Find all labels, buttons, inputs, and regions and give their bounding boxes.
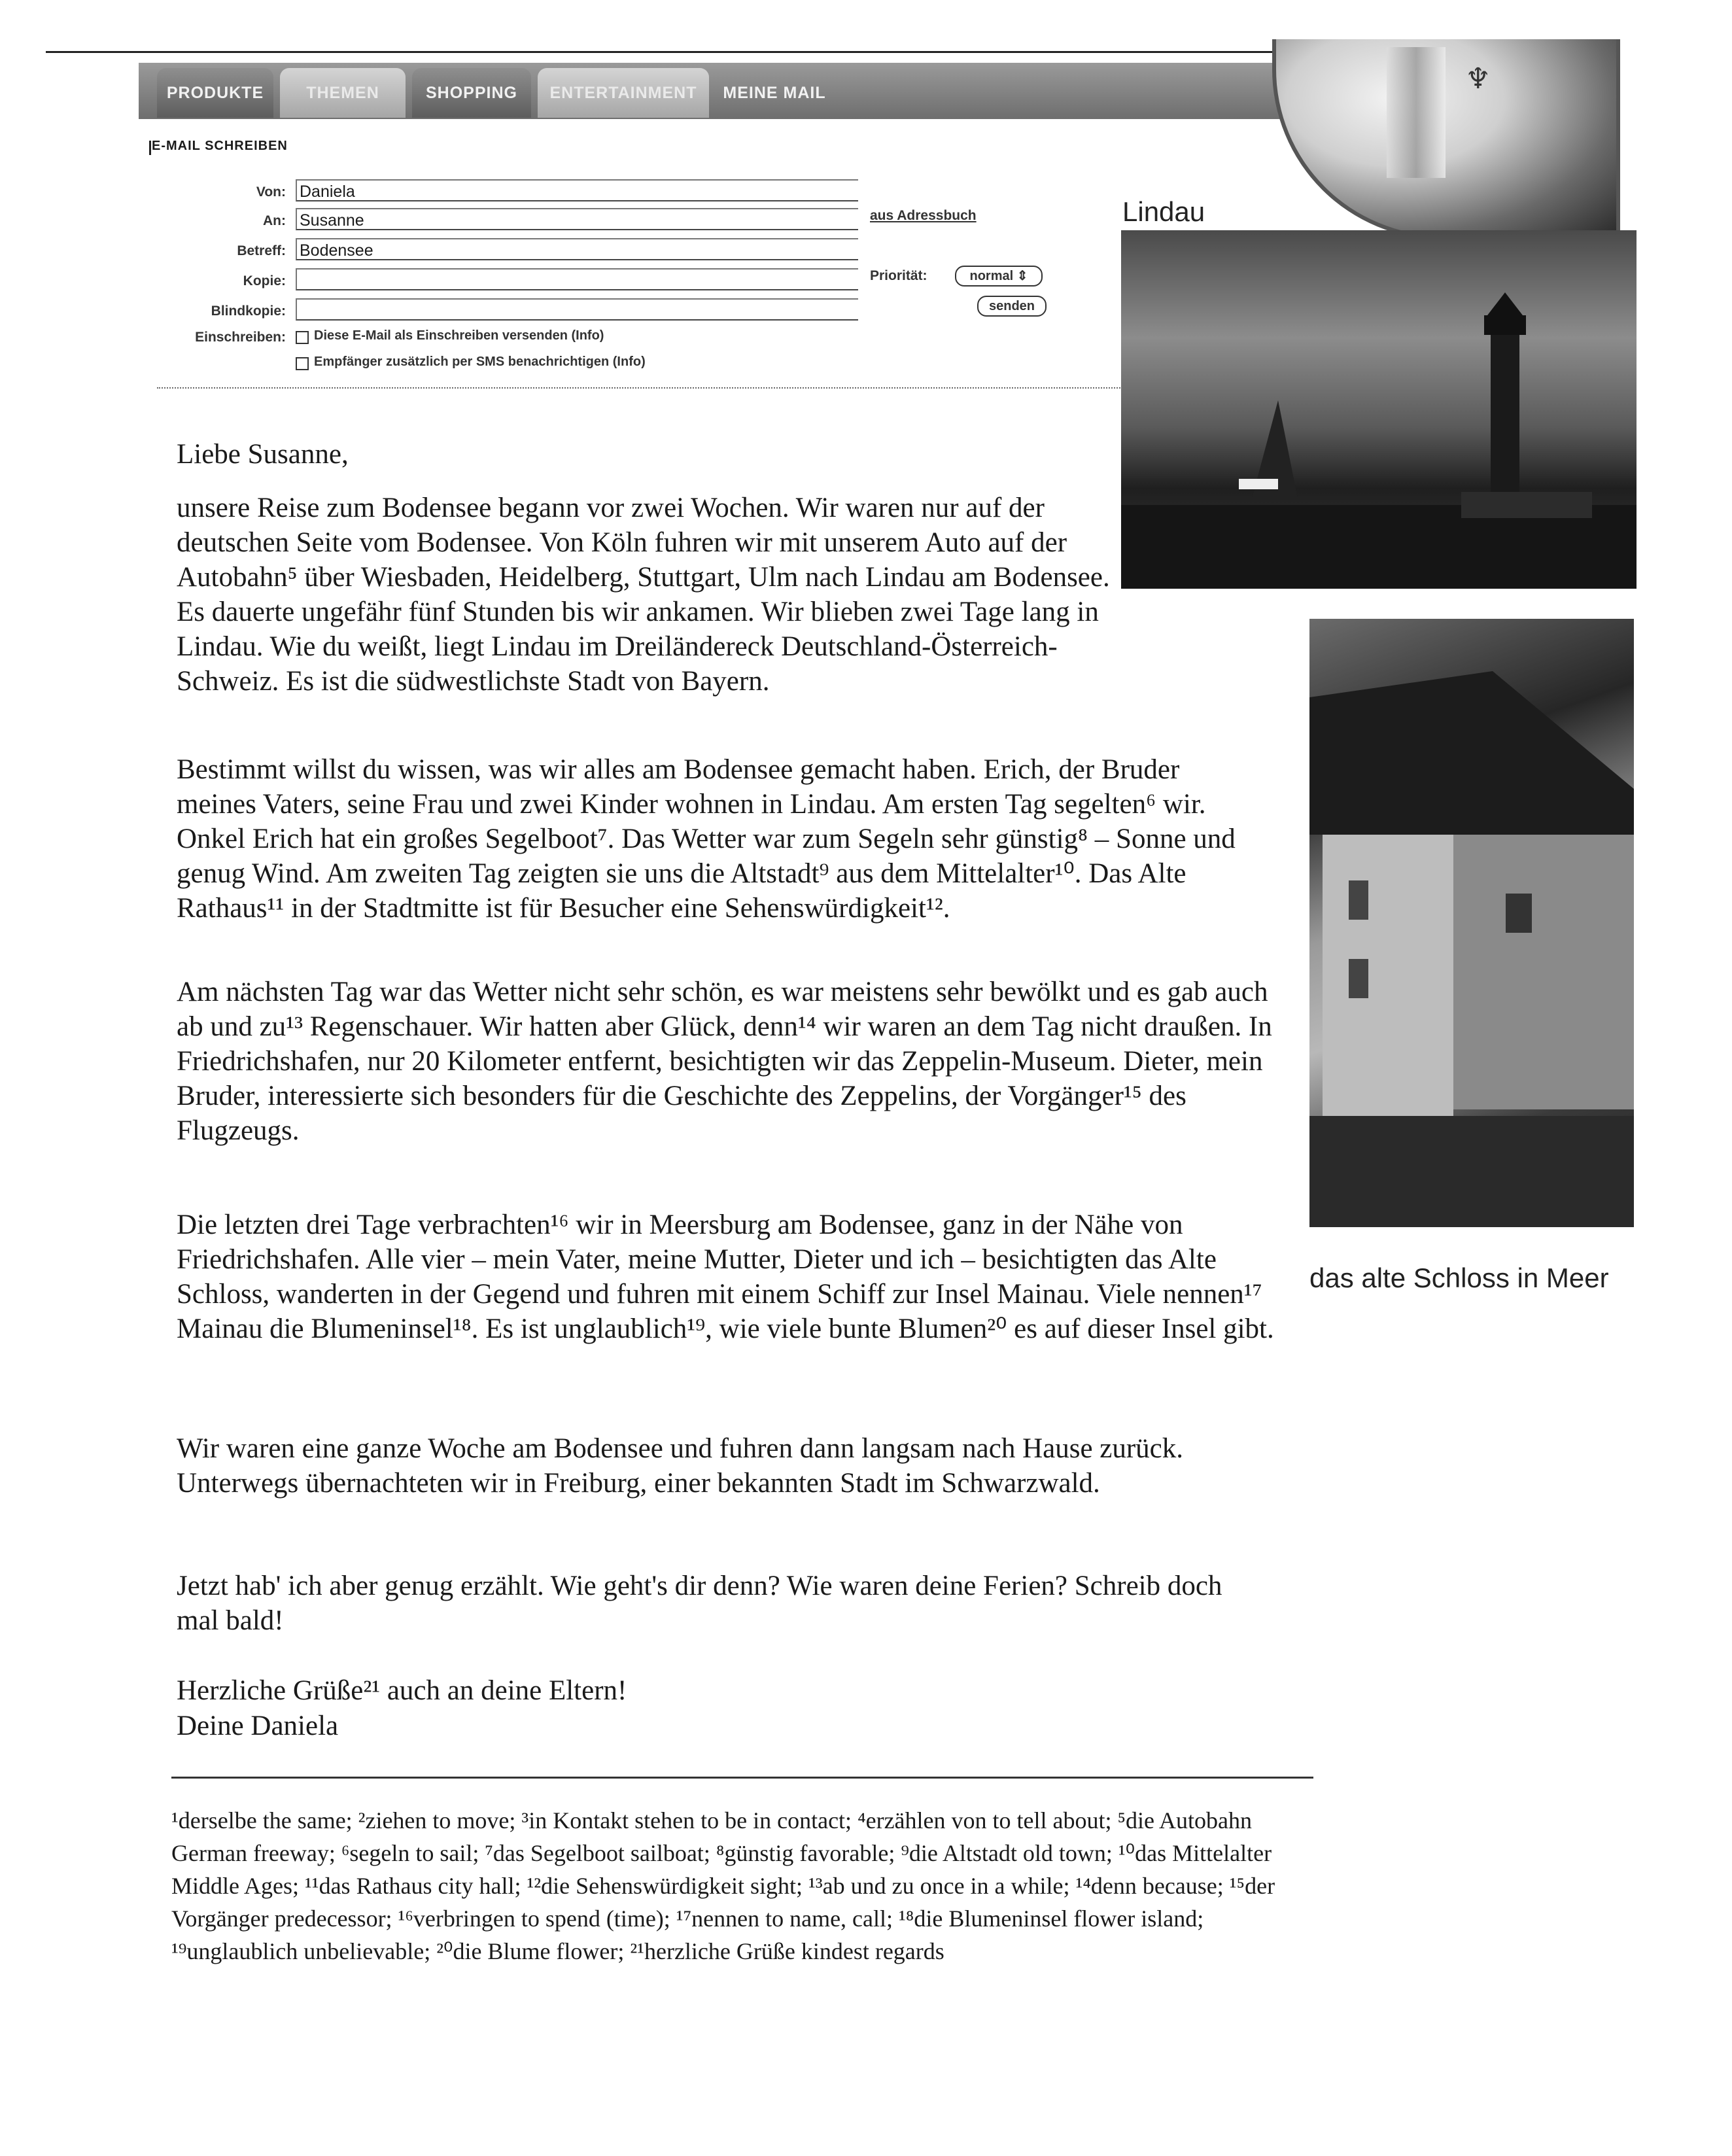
section-title: E-MAIL SCHREIBEN [152, 139, 288, 153]
blindkopie-label: Blindkopie: [211, 304, 286, 319]
photo2-caption: das alte Schloss in Meer [1309, 1262, 1609, 1293]
portrait-hair [1387, 47, 1446, 178]
einschreiben-option-label: Diese E-Mail als Einschreiben versenden (Info) [314, 328, 604, 343]
einschreiben-checkbox[interactable] [296, 331, 309, 344]
letter-paragraph-3: Am nächsten Tag war das Wetter nicht sehr schön, es war meistens sehr bewölkt und es gab auch ab und zu¹³ Regenschauer. Wir hatten aber Glück, denn¹⁴ wir waren an dem Tag nicht draußen. In Friedrichshafen, nur 20 Kilometer entfernt, besichtigten wir das Zeppelin-Museum. Dieter, mein Bruder, interessierte sich besonders für die Geschichte des Zeppelins, der Vorgänger¹⁵ des Flugzeugs. [177, 977, 1272, 1146]
section-marker [149, 141, 151, 155]
form-separator [157, 387, 1125, 389]
von-field[interactable]: Daniela [296, 179, 858, 201]
tab-themen[interactable]: THEMEN [280, 68, 406, 118]
kopie-label: Kopie: [243, 273, 286, 288]
lindau-harbor-photo [1121, 230, 1637, 589]
letter-closing: Herzliche Grüße²¹ auch an deine Eltern! [177, 1675, 627, 1706]
photo1-caption: Lindau [1122, 196, 1205, 227]
footnote-rule [171, 1777, 1313, 1779]
letter-paragraph-6: Jetzt hab' ich aber genug erzählt. Wie geht's dir denn? Wie waren deine Ferien? Schreib doch mal bald! [177, 1571, 1222, 1636]
betreff-field[interactable]: Bodensee [296, 238, 858, 260]
prioritaet-label: Priorität: [870, 268, 927, 283]
betreff-label: Betreff: [237, 243, 286, 258]
prioritaet-select[interactable] [955, 266, 1043, 287]
tab-produkte[interactable]: PRODUKTE [157, 68, 273, 118]
letter-paragraph-2: Bestimmt willst du wissen, was wir alles am Bodensee gemacht haben. Erich, der Bruder meines Vaters, seine Frau und zwei Kinder wohnen in Lindau. Am ersten Tag segelten⁶ wir. Onkel Erich hat ein großes Segelboot⁷. Das Wetter war zum Segeln sehr günstig⁸ – Sonne und genug Wind. Am zweiten Tag zeigten sie uns die Altstadt⁹ aus dem Mittelalter¹⁰. Das Alte Rathaus¹¹ in der Stadtmitte ist für Besucher eine Sehenswürdigkeit¹². [177, 754, 1236, 924]
letter-greeting: Liebe Susanne, [177, 439, 349, 470]
tab-shopping[interactable]: SHOPPING [412, 68, 531, 118]
pendant-icon: ♆ [1465, 63, 1491, 95]
an-field[interactable]: Susanne [296, 208, 858, 230]
von-label: Von: [256, 184, 286, 200]
footnotes: ¹derselbe the same; ²ziehen to move; ³in Kontakt stehen to be in contact; ⁴erzählen von to tell about; ⁵die Autobahn German freeway; ⁶segeln to sail; ⁷das Segelboot sailboat; ⁸günstig favorable; ⁹die Altstadt old town; ¹⁰das Mittelalter Middle Ages; ¹¹das Rathaus city hall; ¹²die Sehenswürdigkeit sight; ¹³ab und zu once in a while; ¹⁴denn because; ¹⁵der Vorgänger predecessor; ¹⁶verbringen to spend (time); ¹⁷nennen to name, call; ¹⁸die Blumeninsel flower island; ¹⁹unglaublich unbelievable; ²⁰die Blume flower; ²¹herzliche Grüße kindest regards [171, 1807, 1275, 1964]
castle-silhouette [1309, 619, 1634, 1227]
sms-option-label: Empfänger zusätzlich per SMS benachrichtigen (Info) [314, 355, 646, 369]
tab-entertainment[interactable]: ENTERTAINMENT [538, 68, 709, 118]
letter-paragraph-5: Wir waren eine ganze Woche am Bodensee und fuhren dann langsam nach Hause zurück. Unterwegs übernachteten wir in Freiburg, einer bekannten Stadt im Schwarzwald. [177, 1433, 1184, 1499]
an-label: An: [263, 213, 286, 228]
einschreiben-label: Einschreiben: [195, 330, 286, 345]
letter-signature: Deine Daniela [177, 1711, 339, 1741]
prioritaet-value: normal [969, 269, 1014, 283]
tab-meine-mail[interactable]: MEINE MAIL [723, 83, 826, 102]
lighthouse-silhouette [1121, 230, 1637, 589]
kopie-field[interactable] [296, 268, 858, 290]
adressbuch-link[interactable]: aus Adressbuch [870, 208, 977, 223]
letter-paragraph-1: unsere Reise zum Bodensee begann vor zwei Wochen. Wir waren nur auf der deutschen Seite vom Bodensee. Von Köln fuhren wir mit unserem Auto auf der Autobahn⁵ über Wiesbaden, Heidelberg, Stuttgart, Ulm nach Lindau am Bodensee. Es dauerte ungefähr fünf Stunden bis wir ankamen. Wir blieben zwei Tage lang in Lindau. Wie du weißt, liegt Lindau im Dreiländereck Deutschland-Österreich-Schweiz. Es ist die südwestlichste Stadt von Bayern. [177, 493, 1110, 697]
meersburg-castle-photo [1309, 619, 1634, 1227]
send-button[interactable]: senden [977, 296, 1047, 317]
blindkopie-field[interactable] [296, 298, 858, 321]
select-arrows-icon: ⇕ [1016, 269, 1028, 283]
letter-paragraph-4: Die letzten drei Tage verbrachten¹⁶ wir in Meersburg am Bodensee, ganz in der Nähe von Friedrichshafen. Alle vier – mein Vater, meine Mutter, Dieter und ich – besichtigten das Alte Schloss, wanderten in der Gegend und fuhren mit einem Schiff zur Insel Mainau. Viele nennen¹⁷ Mainau die Blumeninsel¹⁸. Es ist unglaublich¹⁹, wie viele bunte Blumen²⁰ es auf dieser Insel gibt. [177, 1209, 1274, 1344]
sms-checkbox[interactable] [296, 357, 309, 370]
header-portrait-image [1272, 39, 1620, 239]
